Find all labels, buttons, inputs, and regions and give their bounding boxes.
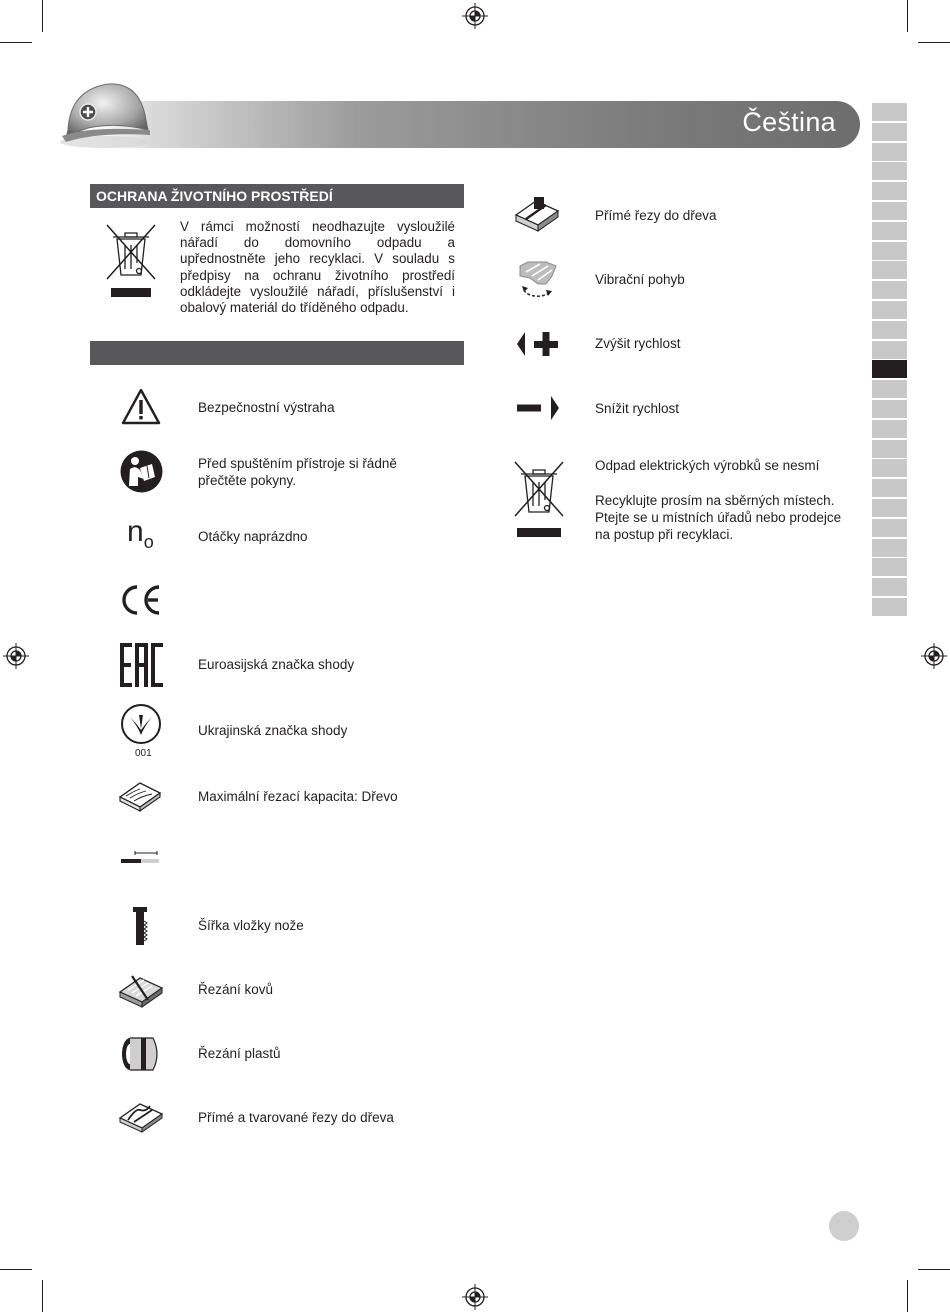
weee-bin-icon	[511, 458, 567, 538]
orbital-motion-icon	[516, 258, 560, 302]
read-manual-icon	[120, 450, 163, 493]
side-tab	[872, 400, 907, 418]
side-tab	[872, 103, 907, 121]
symbol-label-weee: Odpad elektrických výrobků se nesmí	[595, 458, 820, 473]
side-tab	[872, 598, 907, 616]
symbol-label-weee-recycle: Recyklujte prosím na sběrných místech. Ptejte se u místních úřadů nebo prodejce na postup při recyklaci.	[595, 493, 842, 542]
symbol-label-eac: Euroasijská značka shody	[198, 657, 355, 672]
ukrainian-mark-code: 001	[135, 748, 152, 759]
side-tab	[872, 222, 907, 240]
registration-mark-icon	[462, 1284, 488, 1310]
symbol-label-curved-cut: Přímé a tvarované řezy do dřeva	[198, 1110, 394, 1125]
side-tab	[872, 519, 907, 537]
ukrainian-mark-icon	[120, 703, 162, 745]
symbol-label-plastic-cutting: Řezání plastů	[198, 1046, 281, 1061]
symbol-label-warning: Bezpečnostní výstraha	[198, 400, 335, 415]
side-tab	[872, 242, 907, 260]
symbol-label-read-manual: Před spuštěním přístroje si řádně přečtěte pokyny.	[198, 456, 397, 488]
symbol-label-decrease-speed: Snížit rychlost	[595, 401, 680, 416]
side-tab	[872, 558, 907, 576]
symbol-label-increase-speed: Zvýšit rychlost	[595, 336, 681, 351]
side-tab	[872, 281, 907, 299]
side-tab	[872, 301, 907, 319]
symbols-heading	[90, 341, 464, 365]
symbol-label-straight-cut: Přímé řezy do dřeva	[595, 208, 717, 223]
side-tab	[872, 143, 907, 161]
plastic-cutting-icon	[119, 1035, 163, 1073]
side-tab	[872, 420, 907, 438]
no-load-speed-n: n	[127, 515, 144, 548]
blade-width-icon	[130, 907, 152, 947]
side-tab	[872, 539, 907, 557]
header-banner	[92, 101, 860, 148]
registration-mark-icon	[462, 3, 488, 29]
stroke-length-icon	[119, 850, 161, 866]
crop-mark	[42, 1280, 43, 1312]
symbol-label-metal-cutting: Řezání kovů	[198, 982, 274, 997]
side-tab	[872, 479, 907, 497]
warning-triangle-icon	[120, 387, 162, 427]
side-tab	[872, 360, 907, 378]
side-tab	[872, 380, 907, 398]
side-tab	[872, 459, 907, 477]
no-load-speed-sub: o	[143, 532, 154, 552]
increase-speed-icon	[516, 330, 560, 358]
crop-mark	[0, 42, 32, 43]
decrease-speed-icon	[516, 395, 560, 421]
side-tab	[872, 440, 907, 458]
eac-mark-icon	[120, 643, 163, 687]
weee-bin-icon	[103, 221, 159, 299]
crop-mark	[918, 1269, 950, 1270]
crop-mark	[907, 0, 908, 32]
ce-mark-icon	[119, 584, 163, 616]
side-tab	[872, 499, 907, 517]
symbol-label-ukrainian: Ukrajinská značka shody	[198, 723, 348, 738]
side-tab	[872, 578, 907, 596]
wood-capacity-icon	[118, 777, 162, 813]
side-tab	[872, 341, 907, 359]
no-load-speed-icon	[127, 514, 167, 554]
crop-mark	[42, 0, 43, 32]
language-title: Čeština	[742, 107, 836, 137]
registration-mark-icon	[3, 643, 29, 669]
symbol-label-no-load-speed: Otáčky naprázdno	[198, 529, 308, 544]
side-tab	[872, 321, 907, 339]
safety-helmet-icon	[58, 72, 156, 152]
straight-cut-wood-icon	[514, 193, 560, 233]
curved-cut-wood-icon	[118, 1098, 164, 1134]
environment-text: V rámci možností neodhazujte vysloužilé nářadí do domovního odpadu a upřednostněte jeho recyklaci. V souladu s předpisy na ochranu životního prostředí odkládejte vysloužilé nářadí, příslušenství i obalový materiál do tříděného odpadu.	[180, 219, 455, 316]
registration-mark-icon	[921, 643, 947, 669]
page-number-badge	[829, 1211, 859, 1241]
symbol-label-orbital-motion: Vibrační pohyb	[595, 272, 685, 287]
side-tab	[872, 202, 907, 220]
side-tab	[872, 162, 907, 180]
metal-cutting-icon	[118, 970, 164, 1008]
symbol-label-blade-width: Šířka vložky nože	[198, 918, 304, 933]
side-tab	[872, 261, 907, 279]
crop-mark	[918, 42, 950, 43]
side-tab-index	[872, 103, 907, 618]
side-tab	[872, 182, 907, 200]
symbol-label-wood-capacity: Maximální řezací kapacita: Dřevo	[198, 789, 398, 804]
crop-mark	[0, 1269, 32, 1270]
crop-mark	[907, 1280, 908, 1312]
side-tab	[872, 123, 907, 141]
environment-heading: OCHRANA ŽIVOTNÍHO PROSTŘEDÍ	[90, 184, 464, 208]
